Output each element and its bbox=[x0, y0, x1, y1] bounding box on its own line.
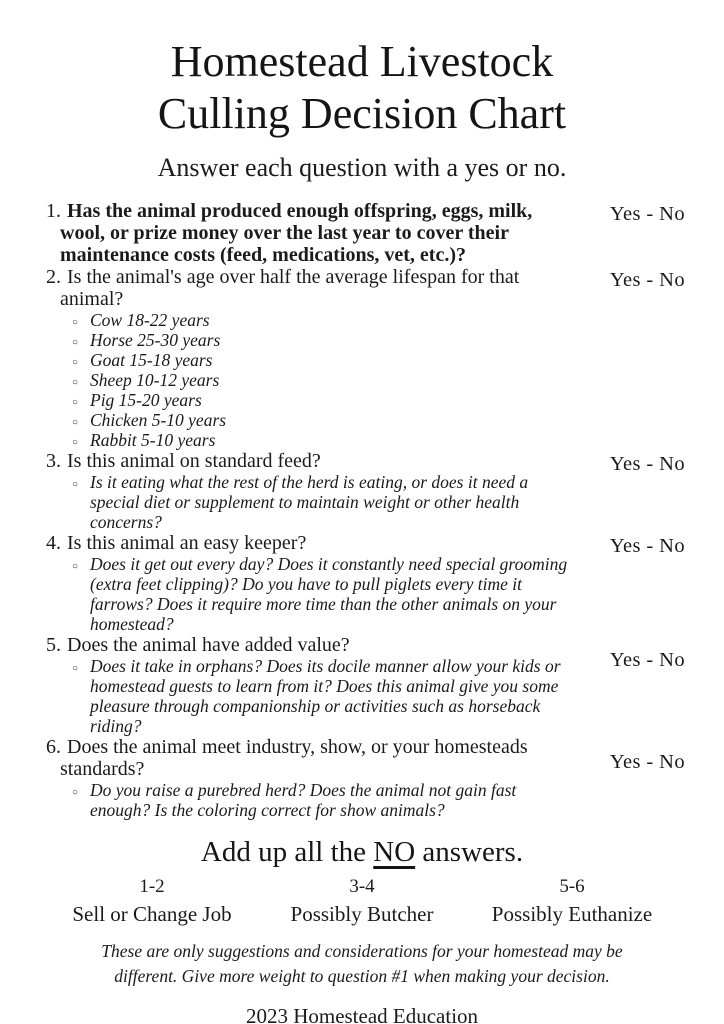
question-2-subitems bbox=[0, 310, 580, 450]
question-5-main bbox=[0, 634, 580, 736]
questions-list bbox=[0, 200, 724, 820]
question-3-subitems bbox=[0, 472, 580, 532]
page-title-line1: Homestead Livestock bbox=[170, 37, 554, 86]
outcome-euthanize-range: 5-6 bbox=[559, 876, 585, 897]
question-4-number: 4. bbox=[46, 532, 61, 554]
outcome-euthanize bbox=[467, 874, 677, 928]
question-6-number: 6. bbox=[46, 736, 61, 758]
question-row-6 bbox=[0, 736, 724, 820]
subitem-lifespan-sheep: ○ Sheep 10-12 years bbox=[60, 370, 572, 390]
summary-heading-prefix: Add up all the bbox=[200, 836, 374, 868]
question-2-number: 2. bbox=[46, 266, 61, 288]
summary-heading-suffix: answers. bbox=[415, 836, 524, 868]
summary-heading bbox=[0, 833, 724, 871]
question-3-yes-no-label: Yes - No bbox=[609, 453, 685, 475]
question-row-2 bbox=[0, 266, 724, 450]
question-5-subitems bbox=[0, 656, 580, 736]
question-4-yes-no-label: Yes - No bbox=[609, 535, 685, 557]
question-4-main bbox=[0, 532, 580, 634]
footer-credit: 2023 Homestead Education bbox=[245, 1004, 479, 1024]
question-1-yes-no-label: Yes - No bbox=[609, 203, 685, 225]
page-subtitle: Answer each question with a yes or no. bbox=[157, 153, 567, 182]
subitem-lifespan-goat: ○ Goat 15-18 years bbox=[60, 350, 572, 370]
subitem-added-value-note: ○ Does it take in orphans? Does its docile manner allow your kids or homestead guests to learn from it? Does this animal give you some pleasure through companionship or activities such as horseback riding? bbox=[60, 656, 572, 736]
outcome-sell-action: Sell or Change Job bbox=[72, 902, 232, 926]
question-6-text: Does the animal meet industry, show, or your homesteads standards? bbox=[60, 736, 528, 780]
question-6-yes-no-label: Yes - No bbox=[609, 751, 685, 773]
question-4-subitems bbox=[0, 554, 580, 634]
question-5-yes-no-label: Yes - No bbox=[609, 649, 685, 671]
question-2-yes-no-label: Yes - No bbox=[609, 269, 685, 291]
subitem-lifespan-chicken: ○ Chicken 5-10 years bbox=[60, 410, 572, 430]
question-6-subitems bbox=[0, 780, 580, 820]
question-4-text: Is this animal an easy keeper? bbox=[67, 532, 307, 554]
outcome-sell bbox=[47, 874, 257, 928]
footer bbox=[0, 1004, 724, 1024]
outcome-butcher-action: Possibly Butcher bbox=[290, 902, 434, 926]
page-title-line2: Culling Decision Chart bbox=[157, 89, 567, 138]
question-6-main bbox=[0, 736, 580, 820]
summary-heading-no-underlined: NO bbox=[373, 836, 416, 868]
question-row-5 bbox=[0, 634, 724, 736]
question-2-main bbox=[0, 266, 580, 450]
outcome-butcher-range: 3-4 bbox=[349, 876, 375, 897]
question-row-1 bbox=[0, 200, 724, 266]
disclaimer-note: These are only suggestions and considerations for your homestead may be different. Give more weight to question #1 when making your decision. bbox=[101, 941, 623, 986]
question-2-text: Is the animal's age over half the average lifespan for that animal? bbox=[60, 266, 520, 310]
subitem-lifespan-horse: ○ Horse 25-30 years bbox=[60, 330, 572, 350]
question-1-number: 1. bbox=[46, 200, 61, 222]
subitem-standard-feed-note: ○ Is it eating what the rest of the herd is eating, or does it need a special diet or supplement to maintain weight or other health concerns? bbox=[60, 472, 572, 532]
page-title bbox=[0, 36, 724, 140]
outcome-sell-range: 1-2 bbox=[139, 876, 165, 897]
question-1-main bbox=[0, 200, 580, 266]
question-row-4 bbox=[0, 532, 724, 634]
question-3-main bbox=[0, 450, 580, 532]
subitem-standards-note: ○ Do you raise a purebred herd? Does the animal not gain fast enough? Is the coloring correct for show animals? bbox=[60, 780, 572, 820]
outcomes-row bbox=[0, 874, 724, 928]
subitem-lifespan-rabbit: ○ Rabbit 5-10 years bbox=[60, 430, 572, 450]
question-3-text: Is this animal on standard feed? bbox=[67, 450, 321, 472]
outcome-butcher bbox=[257, 874, 467, 928]
question-5-number: 5. bbox=[46, 634, 61, 656]
outcome-euthanize-action: Possibly Euthanize bbox=[491, 902, 653, 926]
question-5-text: Does the animal have added value? bbox=[67, 634, 350, 656]
subitem-lifespan-pig: ○ Pig 15-20 years bbox=[60, 390, 572, 410]
subitem-easy-keeper-note: ○ Does it get out every day? Does it constantly need special grooming (extra feet clipping)? Do you have to pull piglets every time it farrows? Does it require more time than the other animals on your homestead? bbox=[60, 554, 572, 634]
question-row-3 bbox=[0, 450, 724, 532]
question-1-text: Has the animal produced enough offspring, eggs, milk, wool, or prize money over the last year to cover their maintenance costs (feed, medications, vet, etc.)? bbox=[60, 200, 533, 266]
subitem-lifespan-cow: ○ Cow 18-22 years bbox=[60, 310, 572, 330]
question-3-number: 3. bbox=[46, 450, 61, 472]
